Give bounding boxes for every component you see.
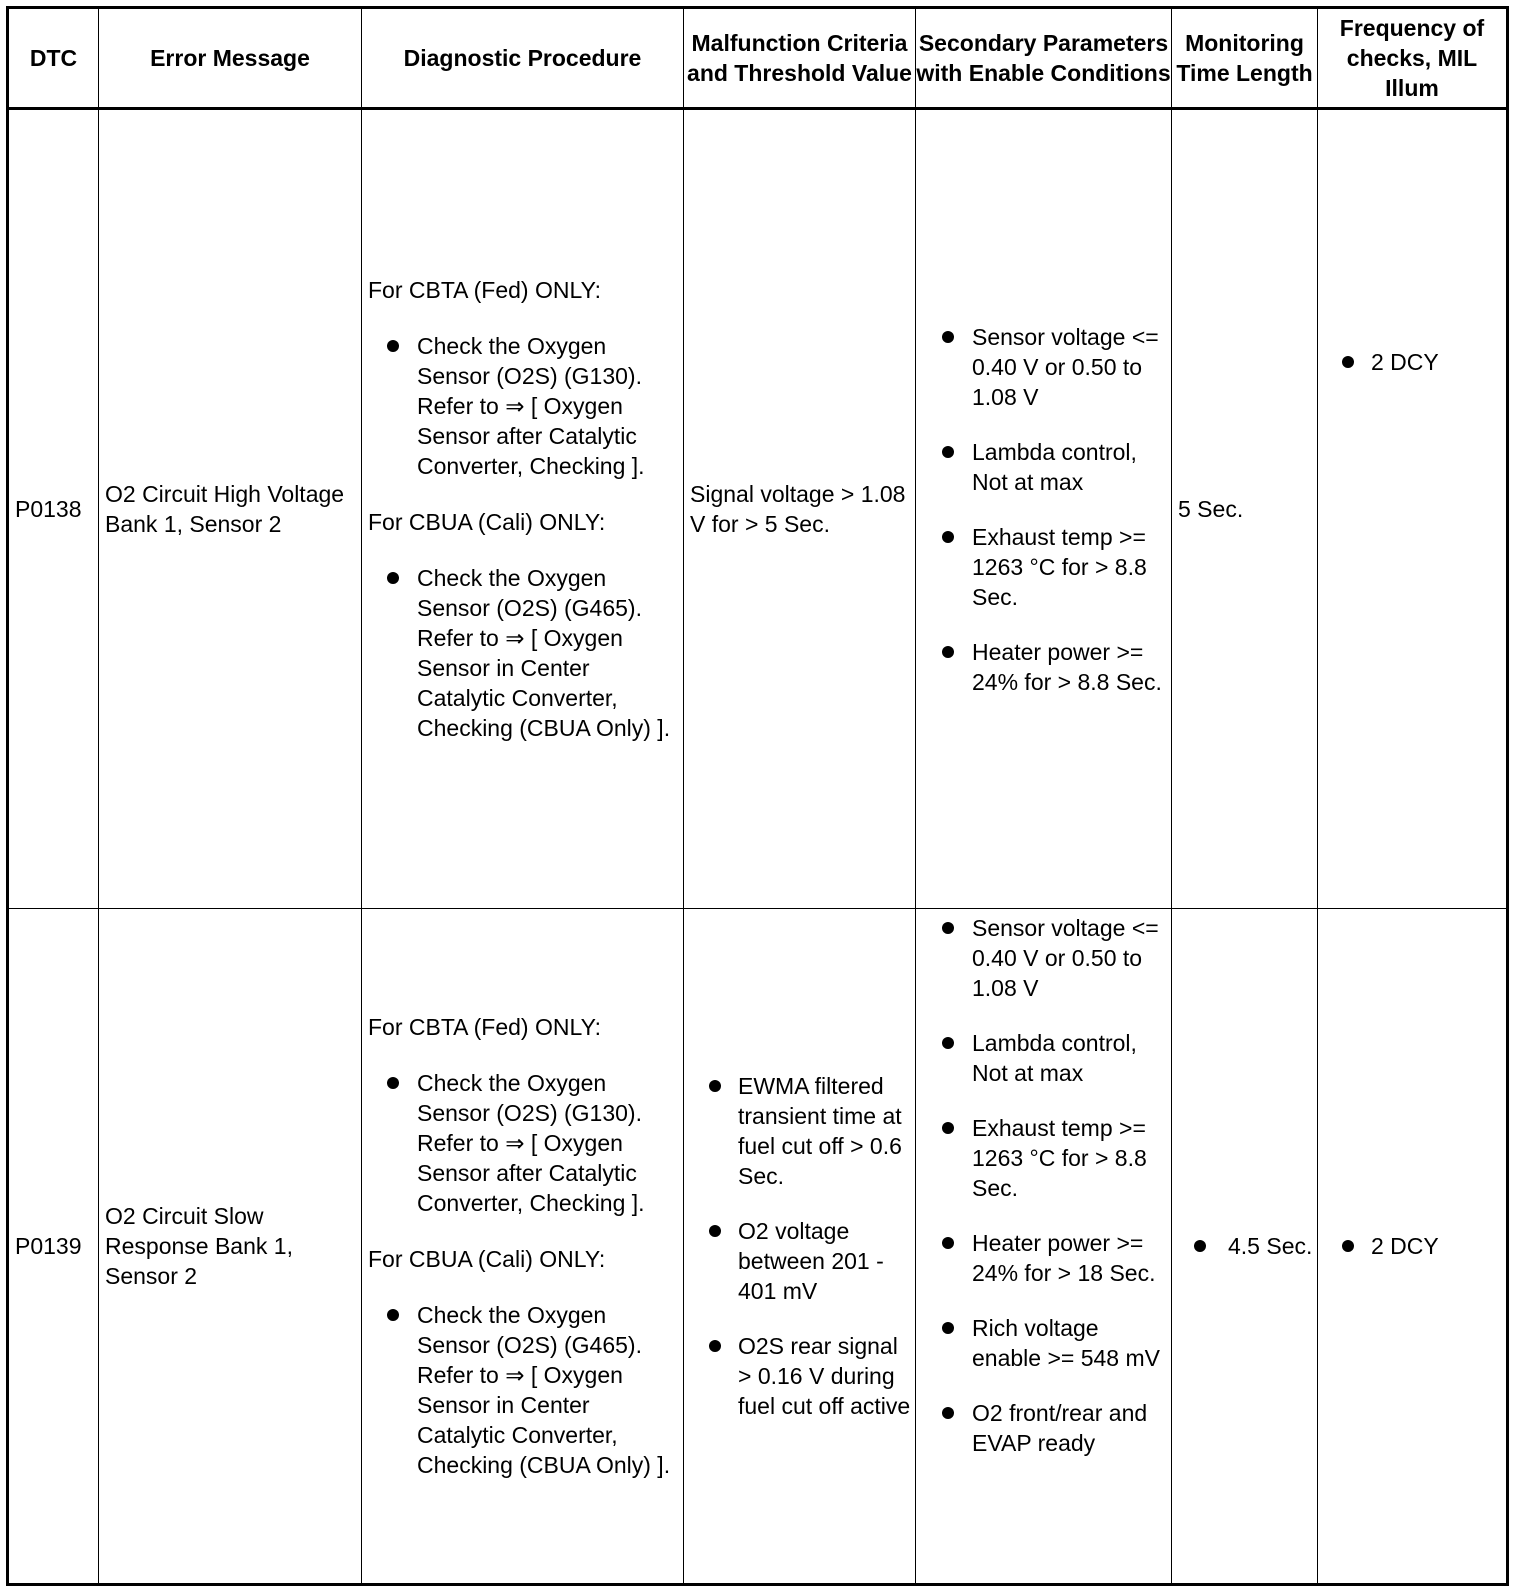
header-error-message: Error Message — [99, 8, 362, 109]
bullet-icon — [942, 446, 954, 458]
frequency-list — [1324, 347, 1502, 377]
bullet-icon — [709, 1080, 721, 1092]
list-item — [368, 563, 679, 743]
header-malfunction-criteria: Malfunction Criteria and Threshold Value — [684, 8, 916, 109]
secondary-item: Lambda control, Not at max — [972, 438, 1137, 495]
error-message: O2 Circuit Slow Response Bank 1, Sensor 2 — [105, 1203, 293, 1289]
time-item: 4.5 Sec. — [1228, 1233, 1313, 1259]
criteria-cell — [684, 909, 916, 1585]
bullet-icon — [942, 1322, 954, 1334]
bullet-icon — [387, 1077, 399, 1089]
list-item — [922, 1028, 1167, 1088]
criteria-cell — [684, 109, 916, 909]
bullet-icon — [387, 1309, 399, 1321]
list-item — [922, 1228, 1167, 1288]
list-item — [922, 1113, 1167, 1203]
list-item — [368, 1300, 679, 1480]
bullet-icon — [942, 922, 954, 934]
procedure-fed-label: For CBTA (Fed) ONLY: — [368, 1014, 602, 1040]
procedure-cali-item: Check the Oxygen Sensor (O2S) (G465). Refer to ⇒ [ Oxygen Sensor in Center Catalytic Converter, Checking (CBUA Only) ]. — [417, 565, 671, 741]
secondary-item: Sensor voltage <= 0.40 V or 0.50 to 1.08 V — [972, 915, 1159, 1001]
dtc-cell — [8, 909, 99, 1585]
error-message-cell — [99, 909, 362, 1585]
secondary-item: Heater power >= 24% for > 8.8 Sec. — [972, 638, 1162, 695]
procedure-cali-label: For CBUA (Cali) ONLY: — [368, 509, 606, 535]
frequency-cell — [1318, 109, 1508, 909]
list-item — [368, 331, 679, 481]
bullet-icon — [942, 1407, 954, 1419]
secondary-item: Lambda control, Not at max — [972, 1030, 1137, 1086]
frequency-item: 2 DCY — [1371, 1233, 1439, 1259]
procedure-fed-list — [368, 1068, 679, 1218]
bullet-icon — [942, 331, 954, 343]
time-list — [1178, 1231, 1313, 1261]
bullet-icon — [942, 646, 954, 658]
frequency-list — [1324, 1231, 1502, 1261]
dtc-code: P0139 — [15, 1233, 82, 1259]
dtc-code: P0138 — [15, 496, 82, 522]
bullet-icon — [387, 572, 399, 584]
procedure-cali-label: For CBUA (Cali) ONLY: — [368, 1246, 606, 1272]
time-cell — [1172, 109, 1318, 909]
list-item — [922, 637, 1167, 697]
bullet-icon — [709, 1340, 721, 1352]
list-item — [922, 437, 1167, 497]
procedure-cell — [362, 909, 684, 1585]
header-dtc: DTC — [8, 8, 99, 109]
bullet-icon — [1194, 1240, 1206, 1252]
procedure-cali-list — [368, 1300, 679, 1480]
dtc-cell — [8, 109, 99, 909]
bullet-icon — [1342, 1240, 1354, 1252]
list-item — [690, 1071, 911, 1191]
bullet-icon — [942, 1037, 954, 1049]
criteria-item: O2 voltage between 201 - 401 mV — [738, 1218, 884, 1304]
bullet-icon — [387, 340, 399, 352]
list-item — [922, 322, 1167, 412]
dtc-table — [6, 6, 1509, 1586]
bullet-icon — [709, 1225, 721, 1237]
list-item — [922, 1398, 1167, 1458]
secondary-item: O2 front/rear and EVAP ready — [972, 1400, 1148, 1456]
procedure-fed-list — [368, 331, 679, 481]
procedure-fed-label: For CBTA (Fed) ONLY: — [368, 277, 602, 303]
secondary-item: Sensor voltage <= 0.40 V or 0.50 to 1.08 V — [972, 323, 1159, 410]
secondary-list — [922, 913, 1167, 1458]
secondary-item: Exhaust temp >= 1263 °C for > 8.8 Sec. — [972, 1115, 1147, 1201]
procedure-cali-item: Check the Oxygen Sensor (O2S) (G465). Refer to ⇒ [ Oxygen Sensor in Center Catalytic Converter, Checking (CBUA Only) ]. — [417, 1302, 671, 1478]
secondary-item: Heater power >= 24% for > 18 Sec. — [972, 1230, 1156, 1286]
header-row — [8, 8, 1508, 109]
time-text: 5 Sec. — [1178, 496, 1244, 522]
table-row — [8, 909, 1508, 1585]
error-message-cell — [99, 109, 362, 909]
secondary-list — [922, 322, 1167, 697]
time-cell — [1172, 909, 1318, 1585]
list-item — [1324, 1231, 1502, 1261]
list-item — [922, 522, 1167, 612]
bullet-icon — [1342, 356, 1354, 368]
header-monitoring-time: Monitoring Time Length — [1172, 8, 1318, 109]
secondary-cell — [916, 109, 1172, 909]
header-diagnostic-procedure: Diagnostic Procedure — [362, 8, 684, 109]
procedure-cali-list — [368, 563, 679, 743]
procedure-cell — [362, 109, 684, 909]
list-item — [922, 1313, 1167, 1373]
list-item — [368, 1068, 679, 1218]
frequency-item: 2 DCY — [1371, 349, 1439, 375]
criteria-text: Signal voltage > 1.08 V for > 5 Sec. — [690, 481, 906, 537]
procedure-fed-item: Check the Oxygen Sensor (O2S) (G130). Refer to ⇒ [ Oxygen Sensor after Catalytic Converter, Checking ]. — [417, 333, 645, 479]
list-item — [1324, 347, 1502, 377]
list-item — [690, 1331, 911, 1421]
criteria-item: O2S rear signal > 0.16 V during fuel cut off active — [738, 1333, 911, 1419]
secondary-cell — [916, 909, 1172, 1585]
list-item — [690, 1216, 911, 1306]
secondary-item: Rich voltage enable >= 548 mV — [972, 1315, 1160, 1371]
bullet-icon — [942, 1122, 954, 1134]
bullet-icon — [942, 1237, 954, 1249]
criteria-item: EWMA filtered transient time at fuel cut off > 0.6 Sec. — [738, 1073, 902, 1189]
list-item — [922, 913, 1167, 1003]
table-row — [8, 109, 1508, 909]
header-frequency: Frequency of checks, MIL Illum — [1318, 8, 1508, 109]
secondary-item: Exhaust temp >= 1263 °C for > 8.8 Sec. — [972, 523, 1147, 610]
header-secondary-parameters: Secondary Parameters with Enable Conditions — [916, 8, 1172, 109]
list-item — [1178, 1231, 1313, 1261]
frequency-cell — [1318, 909, 1508, 1585]
procedure-fed-item: Check the Oxygen Sensor (O2S) (G130). Refer to ⇒ [ Oxygen Sensor after Catalytic Converter, Checking ]. — [417, 1070, 645, 1216]
error-message: O2 Circuit High Voltage Bank 1, Sensor 2 — [105, 481, 345, 537]
criteria-list — [690, 1071, 911, 1421]
bullet-icon — [942, 531, 954, 543]
